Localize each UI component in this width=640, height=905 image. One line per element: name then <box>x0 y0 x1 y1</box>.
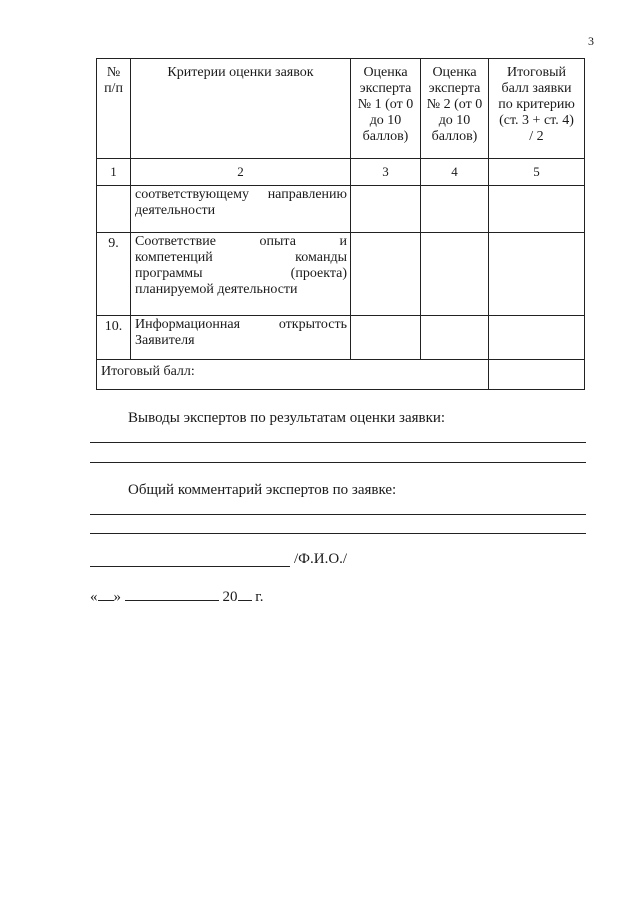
column-number: 2 <box>131 159 351 186</box>
criterion-cell: Информационная открытость Заявителя <box>131 316 351 360</box>
signature-line[interactable] <box>90 566 290 567</box>
criterion-cell: Соответствие опыта и компетенций команды программы (проекта) планируемой деятельности <box>131 233 351 316</box>
criterion-cell: соответствующему направлению деятельности <box>131 186 351 233</box>
signature-name-label: /Ф.И.О./ <box>294 551 348 567</box>
column-number: 1 <box>97 159 131 186</box>
table-row <box>97 186 585 233</box>
expert-1-score-cell[interactable] <box>351 186 421 233</box>
day-blank[interactable] <box>98 588 114 601</box>
header-number: № п/п <box>97 59 131 159</box>
header-final-score: Итоговый балл заявки по критерию (ст. 3 + ст. 4) / 2 <box>489 59 585 159</box>
final-score-cell[interactable] <box>489 233 585 316</box>
expert-1-score-cell[interactable] <box>351 316 421 360</box>
expert-2-score-cell[interactable] <box>421 186 489 233</box>
final-score-cell[interactable] <box>489 316 585 360</box>
evaluation-table <box>96 58 585 390</box>
month-blank[interactable] <box>125 588 219 601</box>
year-blank[interactable] <box>238 588 252 601</box>
total-row <box>97 360 585 390</box>
total-score-cell[interactable] <box>489 360 585 390</box>
header-criteria: Критерии оценки заявок <box>131 59 351 159</box>
table-row <box>97 233 585 316</box>
comment-line[interactable] <box>90 533 586 534</box>
total-score-label: Итоговый балл: <box>97 360 489 390</box>
row-number: 9. <box>97 233 131 316</box>
final-score-cell[interactable] <box>489 186 585 233</box>
conclusions-line[interactable] <box>90 442 586 443</box>
conclusions-label: Выводы экспертов по результатам оценки заявки: <box>128 410 446 426</box>
expert-2-score-cell[interactable] <box>421 233 489 316</box>
row-number <box>97 186 131 233</box>
column-number: 5 <box>489 159 585 186</box>
column-number: 3 <box>351 159 421 186</box>
comment-line[interactable] <box>90 514 586 515</box>
column-number: 4 <box>421 159 489 186</box>
date-line: « » 20 г. <box>90 589 264 605</box>
header-expert-2: Оценка эксперта № 2 (от 0 до 10 баллов) <box>421 59 489 159</box>
table-row <box>97 316 585 360</box>
comment-label: Общий комментарий экспертов по заявке: <box>128 482 397 498</box>
conclusions-line[interactable] <box>90 462 586 463</box>
header-expert-1: Оценка эксперта № 1 (от 0 до 10 баллов) <box>351 59 421 159</box>
column-number-row <box>97 159 585 186</box>
page-number: 3 <box>588 34 594 48</box>
row-number: 10. <box>97 316 131 360</box>
header-row <box>97 59 585 159</box>
expert-1-score-cell[interactable] <box>351 233 421 316</box>
expert-2-score-cell[interactable] <box>421 316 489 360</box>
